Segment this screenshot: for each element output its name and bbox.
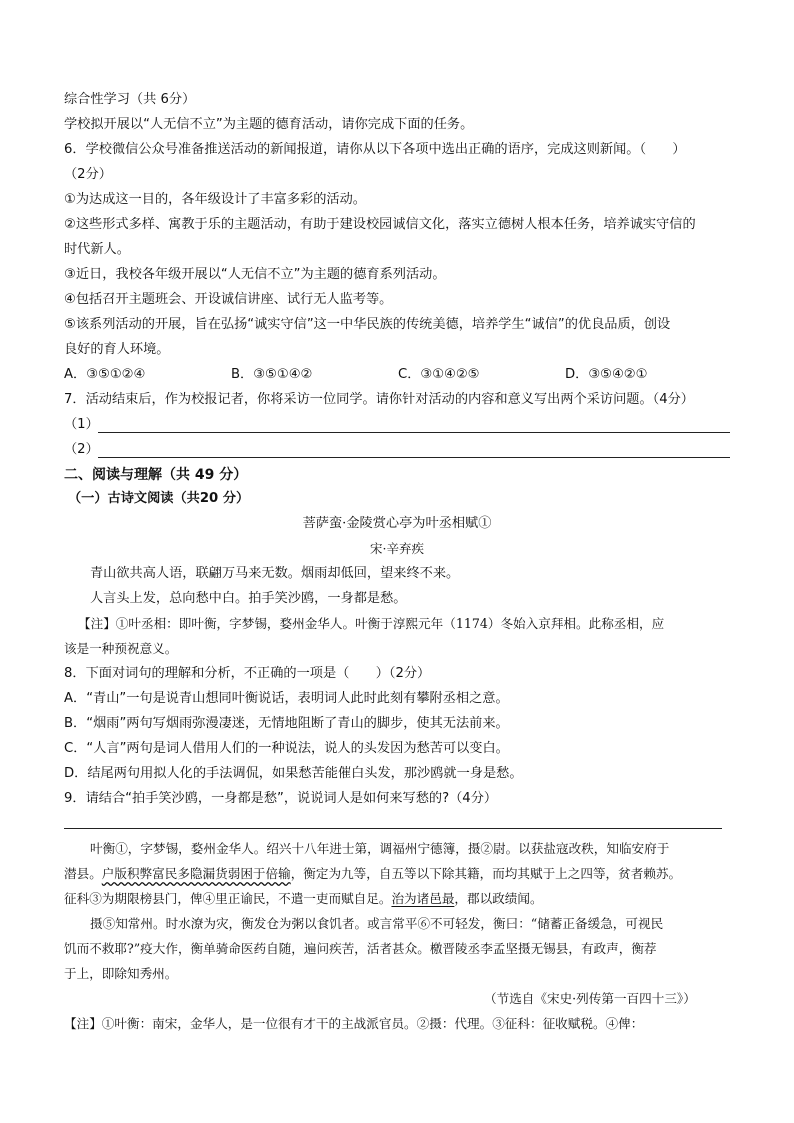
poem-author: 宋·辛弃疾 (370, 541, 424, 556)
q6-item: ②这些形式多样、寓教于乐的主题活动，有助于建设校园诚信文化，落实立德树人根本任务，培养诚实守信的 (64, 217, 696, 232)
q6-item: 时代新人。 (64, 242, 130, 257)
q6-option-c[interactable]: C．③①④②⑤ (398, 367, 480, 382)
q8-option-c[interactable]: C．“人言”两句是词人借用人们的一种说法，说人的头发因为愁苦可以变白。 (64, 741, 509, 756)
underlined-sentence: 治为诸邑最 (391, 891, 455, 906)
prose-p1-line: 潜县。户版积弊富民多隐漏货弱困于倍输，衡定为九等，自五等以下除其籍，而均其赋于上之四等，贫者赖苏。 (64, 866, 682, 881)
q7-answer-line-1[interactable] (98, 432, 730, 433)
q8-stem: 8．下面对词句的理解和分析，不正确的一项是（ ）（2分） (64, 666, 431, 681)
q8-option-b[interactable]: B．“烟雨”两句写烟雨弥漫凄迷，无情地阻断了青山的脚步，使其无法前来。 (64, 716, 509, 731)
q8-option-a[interactable]: A．“青山”一句是说青山想同叶衡说话，表明词人此时此刻有攀附丞相之意。 (64, 691, 509, 706)
poem-title: 菩萨蛮·金陵赏心亭为叶丞相赋① (302, 516, 492, 531)
q6-item: ③近日，我校各年级开展以“人无信不立”为主题的德育系列活动。 (64, 267, 446, 282)
q6-score: （2分） (64, 167, 112, 182)
poem-note: 【注】①叶丞相：即叶衡，字梦锡，婺州金华人。叶衡于淳熙元年（1174）冬始入京拜相。此称丞相，应 (78, 616, 665, 631)
section-reading-title: 二、阅读与理解（共 49 分） (64, 467, 248, 483)
q6-item: ④包括召开主题班会、开设诚信讲座、试行无人监考等。 (64, 292, 393, 307)
q9-answer-line[interactable] (64, 828, 722, 829)
q6-item: ⑤该系列活动的开展，旨在弘扬“诚实守信”这一中华民族的传统美德，培养学生“诚信”的优良品质，创设 (64, 317, 671, 332)
q7-blank-label-1: （1） (64, 417, 99, 432)
wavy-underlined-sentence: 户版积弊富民多隐漏货弱困于倍输 (101, 866, 291, 881)
prose-p2-line: 饥而不救耶?”疫大作，衡单骑命医药自随，遍问疾苦，活者甚众。檄晋陵丞李孟坚摄无锡县，有政声，衡荐 (64, 941, 657, 956)
q7-answer-line-2[interactable] (98, 457, 730, 458)
q6-item: ①为达成这一目的，各年级设计了丰富多彩的活动。 (64, 192, 366, 207)
q6-option-b[interactable]: B．③⑤①④② (231, 367, 313, 382)
q7-stem: 7．活动结束后，作为校报记者，你将采访一位同学。请你针对活动的内容和意义写出两个采访问题。（4分） (64, 392, 694, 407)
q6-option-a[interactable]: A．③⑤①②④ (64, 367, 146, 382)
poem-line-1: 青山欲共高人语，联翩万马来无数。烟雨却低回，望来终不来。 (90, 566, 460, 581)
q6-item: 良好的育人环境。 (64, 342, 170, 357)
prose-p2-line: 于上，即除知秀州。 (64, 966, 178, 981)
section-comprehensive-title: 综合性学习（共 6分） (64, 92, 196, 107)
poem-line-2: 人言头上发，总向愁中白。拍手笑沙鸥，一身都是愁。 (90, 591, 407, 606)
q6-option-d[interactable]: D．③⑤④②① (565, 367, 648, 382)
q6-stem: 6．学校微信公众号准备推送活动的新闻报道，请你从以下各项中选出正确的语序，完成这则新闻。（ ） (64, 142, 686, 157)
prose-p2-line: 摄⑤知常州。时水潦为灾，衡发仓为粥以食饥者。或言常平⑥不可轻发，衡曰：“储蓄正备缓急，可视民 (90, 916, 664, 931)
prose-p1-line: 征科③为期限榜县门，俾④里正谕民，不遣一吏而赋自足。治为诸邑最，郡以政绩闻。 (64, 891, 543, 906)
section-reading-sub: （一）古诗文阅读（共20 分） (68, 491, 250, 506)
prose-source: （节选自《宋史·列传第一百四十三》） (484, 991, 696, 1006)
q9-stem: 9．请结合“拍手笑沙鸥，一身都是愁”，说说词人是如何来写愁的?（4分） (64, 791, 498, 806)
prose-note: 【注】①叶衡：南宋，金华人，是一位很有才干的主战派官员。②摄：代理。③征科：征收赋税。④俾： (64, 1016, 644, 1031)
section-comprehensive-intro: 学校拟开展以“人无信不立”为主题的德育活动，请你完成下面的任务。 (64, 117, 474, 132)
q8-option-d[interactable]: D．结尾两句用拟人化的手法调侃，如果愁苦能催白头发，那沙鸥就一身是愁。 (64, 766, 523, 781)
q7-blank-label-2: （2） (64, 442, 99, 457)
poem-note-cont: 该是一种预祝意义。 (64, 641, 178, 656)
prose-p1-line: 叶衡①，字梦锡，婺州金华人。绍兴十八年进士第，调福州宁德簿，摄②尉。以获盐寇改秩，知临安府于 (90, 841, 670, 856)
